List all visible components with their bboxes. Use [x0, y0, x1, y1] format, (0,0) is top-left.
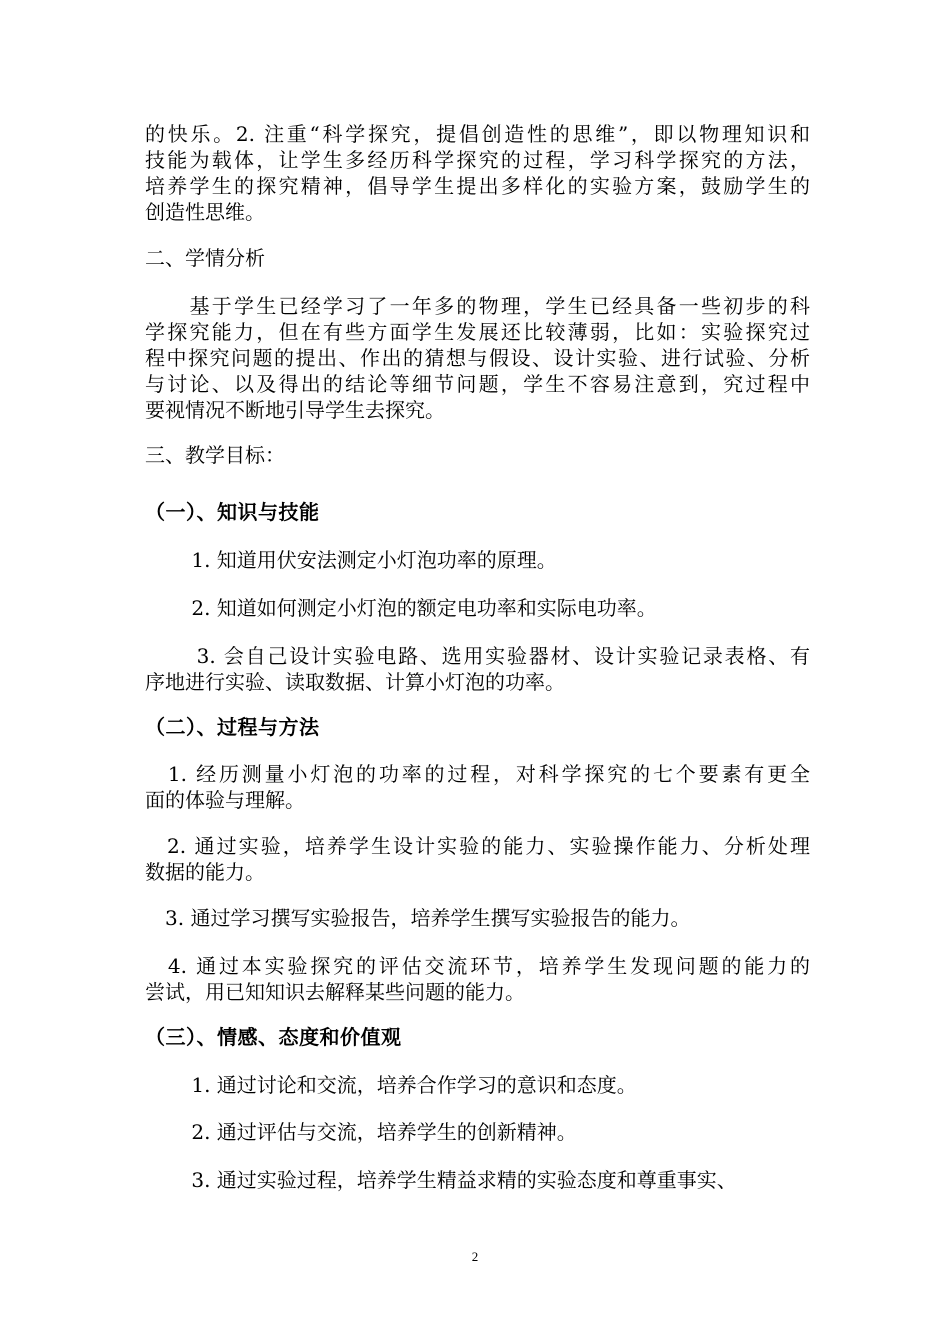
- text-line: 3. 通过学习撰写实验报告，培养学生撰写实验报告的能力。: [145, 906, 691, 930]
- text-line: 2. 通过实验，培养学生设计实验的能力、实验操作能力、分析处理: [145, 834, 810, 858]
- text-line: 1. 知道用伏安法测定小灯泡功率的原理。: [145, 548, 557, 572]
- text-line: 1. 经历测量小灯泡的功率的过程，对科学探究的七个要素有更全: [145, 762, 810, 786]
- list-item: [145, 1119, 810, 1145]
- text-line: 创造性思维。: [145, 200, 265, 224]
- text-line: 4. 通过本实验探究的评估交流环节，培养学生发现问题的能力的: [145, 954, 810, 978]
- section-heading-learning-analysis: [145, 245, 810, 271]
- subsection-heading: （三）、情感、态度和价值观: [145, 1025, 402, 1049]
- list-item: [145, 761, 810, 813]
- subsection-heading: （一）、知识与技能: [145, 500, 320, 524]
- text-line: 与讨论、以及得出的结论等细节问题，学生不容易注意到，究过程中: [145, 372, 810, 396]
- text-line: 2. 通过评估与交流，培养学生的创新精神。: [145, 1120, 577, 1144]
- text-line: 要视情况不断地引导学生去探究。: [145, 398, 445, 422]
- subsection-heading-values: [145, 1024, 810, 1050]
- list-item: [145, 547, 810, 573]
- subsection-heading-knowledge: [145, 499, 810, 525]
- list-item: [145, 1072, 810, 1098]
- list-item: [145, 1167, 810, 1193]
- text-line: 面的体验与理解。: [145, 788, 305, 812]
- text-line: 3. 会自己设计实验电路、选用实验器材、设计实验记录表格、有: [145, 644, 810, 668]
- text-line: 数据的能力。: [145, 860, 265, 884]
- list-item: [145, 833, 810, 885]
- list-item: [145, 953, 810, 1005]
- section-heading: 三、教学目标：: [145, 443, 285, 467]
- list-item: [145, 643, 810, 695]
- learning-analysis-paragraph: [145, 293, 810, 423]
- intro-paragraph: [145, 121, 810, 225]
- text-line: 3. 通过实验过程，培养学生精益求精的实验态度和尊重事实、: [145, 1168, 737, 1192]
- list-item: [145, 905, 810, 931]
- section-heading-teaching-goals: [145, 442, 810, 468]
- subsection-heading: （二）、过程与方法: [145, 715, 320, 739]
- text-line: 序地进行实验、读取数据、计算小灯泡的功率。: [145, 670, 565, 694]
- text-line: 基于学生已经学习了一年多的物理，学生已经具备一些初步的科: [145, 294, 810, 318]
- list-item: [145, 595, 810, 621]
- text-line: 2. 知道如何测定小灯泡的额定电功率和实际电功率。: [145, 596, 657, 620]
- section-heading: 二、学情分析: [145, 246, 265, 270]
- text-line: 学探究能力，但在有些方面学生发展还比较薄弱，比如：实验探究过: [145, 320, 810, 344]
- text-line: 技能为载体，让学生多经历科学探究的过程，学习科学探究的方法，: [145, 148, 810, 172]
- text-line: 培养学生的探究精神，倡导学生提出多样化的实验方案，鼓励学生的: [145, 174, 810, 198]
- subsection-heading-process: [145, 714, 810, 740]
- text-line: 尝试，用已知知识去解释某些问题的能力。: [145, 980, 525, 1004]
- text-line: 的快乐。2. 注重“科学探究，提倡创造性的思维”，即以物理知识和: [145, 122, 810, 146]
- text-line: 程中探究问题的提出、作出的猜想与假设、设计实验、进行试验、分析: [145, 346, 810, 370]
- text-line: 1. 通过讨论和交流，培养合作学习的意识和态度。: [145, 1073, 637, 1097]
- page-number: 2: [471, 1249, 479, 1264]
